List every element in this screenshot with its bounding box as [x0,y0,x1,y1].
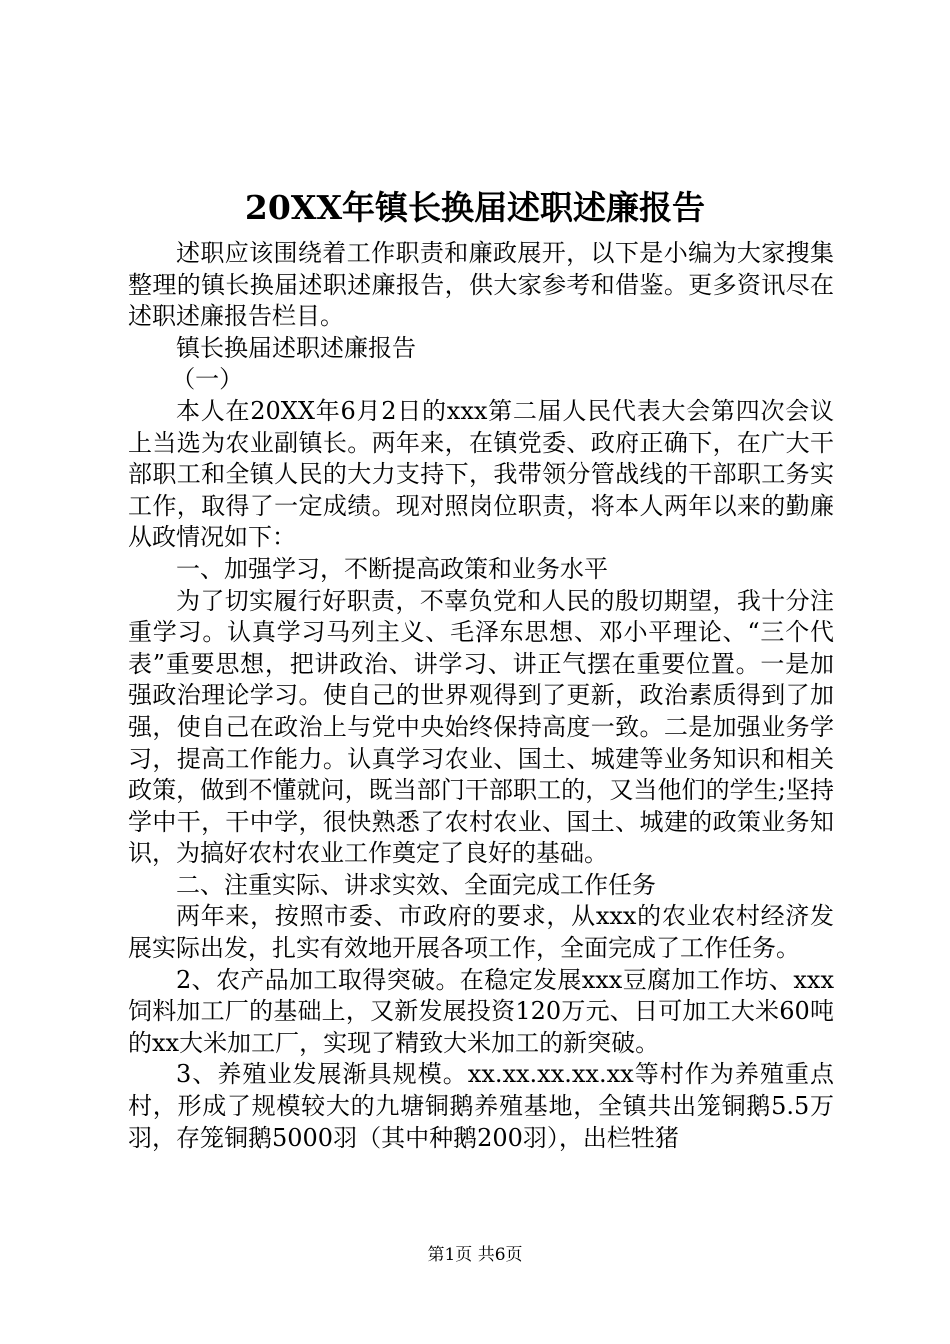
body-paragraph: 2、农产品加工取得突破。在稳定发展xxx豆腐加工作坊、xxx饲料加工厂的基础上，又新发展投资120万元、日可加工大米60吨的xx大米加工厂，实现了精致大米加工的新突破。 [128,965,834,1057]
page-footer: 第1页 共6页 [427,1245,523,1265]
body-paragraph: 两年来，按照市委、市政府的要求，从xxx的农业农村经济发展实际出发，扎实有效地开展各项工作，全面完成了工作任务。 [128,902,834,963]
document-body [128,238,834,1154]
section-heading: 二、注重实际、讲求实效、全面完成工作任务 [176,870,656,899]
section-number: （一） [171,365,244,394]
body-paragraph: 3、养殖业发展渐具规模。xx.xx.xx.xx.xx等村作为养殖重点村，形成了规模较大的九塘铜鹅养殖基地，全镇共出笼铜鹅5.5万羽，存笼铜鹅5000羽（其中种鹅200羽），出栏牲猪 [128,1060,834,1152]
intro-paragraph: 述职应该围绕着工作职责和廉政展开，以下是小编为大家搜集整理的镇长换届述职述廉报告，供大家参考和借鉴。更多资讯尽在述职述廉报告栏目。 [128,239,834,331]
section-heading: 一、加强学习，不断提高政策和业务水平 [176,554,608,583]
document-title: 20XX年镇长换届述职述廉报告 [244,188,706,227]
body-paragraph: 本人在20XX年6月2日的xxx第二届人民代表大会第四次会议上当选为农业副镇长。两年来，在镇党委、政府正确下，在广大干部职工和全镇人民的大力支持下，我带领分管战线的干部职工务实工作，取得了一定成绩。现对照岗位职责，将本人两年以来的勤廉从政情况如下： [128,396,834,552]
body-paragraph: 为了切实履行好职责，不辜负党和人民的殷切期望，我十分注重学习。认真学习马列主义、毛泽东思想、邓小平理论、“三个代表”重要思想，把讲政治、讲学习、讲正气摆在重要位置。一是加强政治理论学习。使自己的世界观得到了更新，政治素质得到了加强，使自己在政治上与党中央始终保持高度一致。二是加强业务学习，提高工作能力。认真学习农业、国土、城建等业务知识和相关政策，做到不懂就问，既当部门干部职工的，又当他们的学生;坚持学中干，干中学，很快熟悉了农村农业、国土、城建的政策业务知识，为搞好农村农业工作奠定了良好的基础。 [128,586,834,868]
subtitle-paragraph: 镇长换届述职述廉报告 [176,333,416,362]
